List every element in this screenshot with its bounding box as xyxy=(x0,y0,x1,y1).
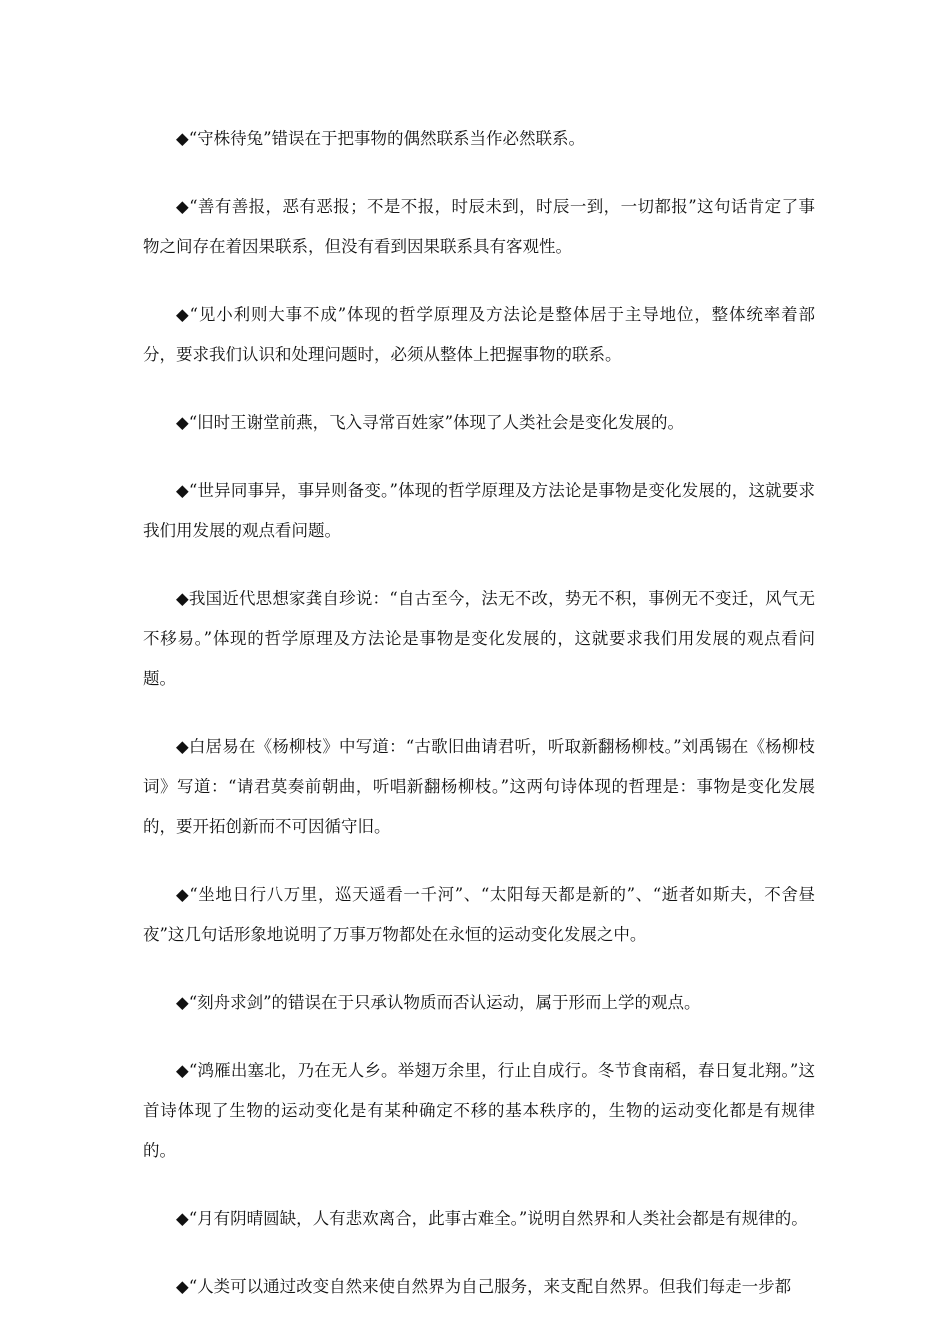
paragraph-8: ◆“坐地日行八万里，巡天遥看一千河”、“太阳每天都是新的”、“逝者如斯夫，不舍昼夜”这几句话形象地说明了万事万物都处在永恒的运动变化发展之中。 xyxy=(143,885,815,944)
paragraph-2: ◆“善有善报，恶有恶报；不是不报，时辰未到，时辰一到，一切都报”这句话肯定了事物之间存在着因果联系，但没有看到因果联系具有客观性。 xyxy=(143,197,815,256)
paragraph-11: ◆“月有阴晴圆缺，人有悲欢离合，此事古难全。”说明自然界和人类社会都是有规律的。 xyxy=(176,1209,808,1228)
paragraph-4: ◆“旧时王谢堂前燕，飞入寻常百姓家”体现了人类社会是变化发展的。 xyxy=(176,413,685,432)
paragraph-1: ◆“守株待兔”错误在于把事物的偶然联系当作必然联系。 xyxy=(176,129,586,148)
paragraph-9: ◆“刻舟求剑”的错误在于只承认物质而否认运动，属于形而上学的观点。 xyxy=(176,993,701,1012)
paragraph-5: ◆“世异同事异，事异则备变。”体现的哲学原理及方法论是事物是变化发展的，这就要求我们用发展的观点看问题。 xyxy=(143,481,815,540)
paragraph-6: ◆我国近代思想家龚自珍说：“自古至今，法无不改，势无不积，事例无不变迁，风气无不移易。”体现的哲学原理及方法论是事物是变化发展的，这就要求我们用发展的观点看问题。 xyxy=(143,589,815,688)
paragraph-3: ◆“见小利则大事不成”体现的哲学原理及方法论是整体居于主导地位，整体统率着部分，要求我们认识和处理问题时，必须从整体上把握事物的联系。 xyxy=(143,305,815,364)
document-body xyxy=(143,119,815,1335)
paragraph-12: ◆“人类可以通过改变自然来使自然界为自己服务，来支配自然界。但我们每走一步都 xyxy=(176,1277,792,1296)
paragraph-7: ◆白居易在《杨柳枝》中写道：“古歌旧曲请君听，听取新翻杨柳枝。”刘禹锡在《杨柳枝词》写道：“请君莫奏前朝曲，听唱新翻杨柳枝。”这两句诗体现的哲理是：事物是变化发展的，要开拓创新而不可因循守旧。 xyxy=(143,737,815,836)
paragraph-10: ◆“鸿雁出塞北，乃在无人乡。举翅万余里，行止自成行。冬节食南稻，春日复北翔。”这首诗体现了生物的运动变化是有某种确定不移的基本秩序的，生物的运动变化都是有规律的。 xyxy=(143,1061,815,1160)
